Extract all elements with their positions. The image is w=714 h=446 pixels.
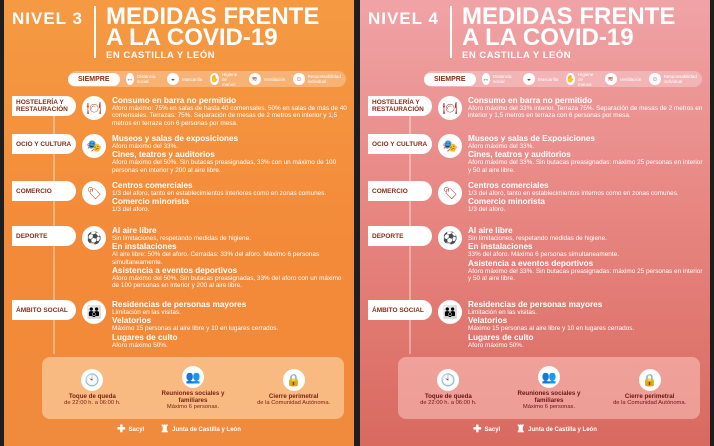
sacyl-logo-icon: ✚ bbox=[117, 424, 126, 435]
siempre-item bbox=[523, 73, 558, 85]
responsibility-icon: ☺ bbox=[649, 73, 660, 85]
title-line-2: A LA COVID-19 bbox=[106, 24, 278, 51]
theater-icon: 🎭 bbox=[438, 134, 462, 158]
section-body bbox=[468, 181, 704, 214]
footer-heading: Toque de queda bbox=[68, 393, 116, 401]
category-label: COMERCIO bbox=[12, 181, 76, 201]
section-5 bbox=[12, 300, 348, 349]
logo-row bbox=[360, 424, 710, 435]
section-2 bbox=[368, 134, 704, 174]
siempre-item bbox=[210, 72, 240, 87]
group-icon: 👥 bbox=[538, 366, 560, 388]
measure-heading: Residencias de personas mayores bbox=[468, 300, 603, 309]
section-body bbox=[112, 300, 348, 349]
siempre-item bbox=[126, 73, 160, 85]
poster-header bbox=[368, 3, 702, 68]
theater-icon: 🎭 bbox=[82, 134, 106, 158]
measure-text: Aforo máximo del 33% interior. Terraza 75%. Separación de mesas de 2 metros en interior y 1,5 metros en terraza con 6 personas por mesa. bbox=[468, 105, 703, 120]
siempre-item bbox=[482, 73, 516, 85]
header-divider bbox=[94, 6, 96, 58]
subtitle: EN CASTILLA Y LEÓN bbox=[462, 50, 572, 61]
footer-text: Máximo 6 personas. bbox=[166, 403, 220, 410]
footer-heading: Reuniones sociales y familiares bbox=[517, 389, 581, 404]
siempre-item bbox=[293, 73, 341, 85]
siempre-item bbox=[249, 73, 286, 85]
category-tag-wrap bbox=[12, 181, 84, 201]
siempre-item bbox=[605, 73, 642, 85]
measure-heading: Centros comerciales bbox=[468, 181, 549, 190]
measure-text: Limitación en las visitas. bbox=[468, 309, 537, 316]
ball-icon: ⚽ bbox=[82, 226, 106, 250]
clock-icon: 🕙 bbox=[437, 369, 459, 391]
section-4 bbox=[12, 226, 348, 289]
footer-item bbox=[506, 366, 592, 411]
lock-icon: 🔒 bbox=[639, 369, 661, 391]
nivel-label: NIVEL 4 bbox=[368, 9, 439, 28]
section-5 bbox=[368, 300, 704, 349]
mask-icon: ◒ bbox=[167, 73, 179, 85]
siempre-item-label: Distancia social bbox=[492, 74, 512, 84]
siempre-item-label: Ventilación bbox=[619, 76, 642, 82]
clock-icon: 🕙 bbox=[81, 369, 103, 391]
siempre-item-label: Responsabilidad individual bbox=[663, 74, 697, 84]
section-1 bbox=[368, 96, 704, 120]
price-tag-icon: 🏷 bbox=[82, 181, 106, 205]
measure-heading: Al aire libre bbox=[468, 226, 513, 235]
responsibility-icon: ☺ bbox=[293, 73, 304, 85]
category-label: DEPORTE bbox=[12, 226, 76, 246]
footer-text: Máximo 6 personas. bbox=[522, 403, 576, 410]
footer-item bbox=[251, 369, 337, 407]
category-tag-wrap bbox=[12, 96, 84, 116]
siempre-item bbox=[566, 72, 596, 87]
measure-text: 1/3 del aforo, tanto en establecimientos interiores como en zonas comunes. bbox=[112, 190, 327, 197]
section-body bbox=[468, 96, 704, 120]
ventilation-icon: ≋ bbox=[249, 73, 261, 85]
title-line-1: MEDIDAS FRENTE bbox=[462, 3, 676, 30]
junta-logo-icon: ♜ bbox=[160, 424, 170, 435]
measure-heading: En instalaciones bbox=[112, 242, 177, 252]
logo-2 bbox=[160, 424, 241, 435]
category-label: HOSTELERÍA Y RESTAURACIÓN bbox=[368, 96, 432, 116]
category-label: HOSTELERÍA Y RESTAURACIÓN bbox=[12, 96, 76, 116]
measure-text: Sin limitaciones, respetando medidas de higiene. bbox=[112, 235, 251, 242]
footer-heading: Cierre perimetral bbox=[268, 393, 319, 401]
footer-item bbox=[405, 369, 491, 407]
footer-item bbox=[607, 369, 693, 407]
restaurant-icon: 🍽 bbox=[438, 96, 462, 120]
measure-text: Aforo máximo del 33%. Sin butacas preasignadas: máximo 25 personas en interior y 50 al aire libre. bbox=[468, 159, 703, 174]
measure-heading: Lugares de culto bbox=[468, 332, 534, 342]
ball-icon: ⚽ bbox=[438, 226, 462, 250]
measure-text: Aforo máximo 50%. bbox=[468, 341, 524, 349]
measure-text: Aforo máximo 50%. bbox=[112, 341, 168, 349]
measure-text: 1/3 del aforo, tanto en establecimientos internos como en zonas comunes. bbox=[468, 190, 679, 197]
footer-item bbox=[150, 366, 236, 411]
footer-heading: Reuniones sociales y familiares bbox=[161, 389, 225, 404]
category-tag-wrap bbox=[368, 300, 440, 320]
measure-heading: Velatorios bbox=[468, 316, 508, 326]
category-label: COMERCIO bbox=[368, 181, 432, 201]
category-tag-wrap bbox=[368, 181, 440, 201]
family-icon: 👪 bbox=[82, 300, 106, 324]
measure-heading: Lugares de culto bbox=[112, 332, 178, 342]
logo-text: Sacyl bbox=[484, 426, 501, 433]
footer-text: de 22:00 h. a 06:00 h. bbox=[64, 400, 121, 407]
measure-heading: Asistencia a eventos deportivos bbox=[468, 258, 594, 268]
measure-text: 1/3 del aforo. bbox=[468, 206, 506, 214]
measure-text: Limitación en las visitas. bbox=[112, 309, 181, 316]
siempre-bar bbox=[68, 71, 346, 87]
measure-heading: Cines, teatros y auditorios bbox=[112, 150, 215, 160]
junta-logo-icon: ♜ bbox=[516, 424, 526, 435]
measure-text: Aforo máximo del 50%. Sin butacas preasignadas, 33% con un máximo de 100 personas en interior y 200 al aire libre. bbox=[112, 159, 337, 174]
siempre-label: SIEMPRE bbox=[68, 73, 120, 86]
measure-heading: Museos y salas de Exposiciones bbox=[468, 134, 595, 143]
measure-heading: Velatorios bbox=[112, 316, 152, 326]
section-3 bbox=[368, 181, 704, 214]
measure-text: Aforo máximo: 75% en salas de hasta 40 comensales. 50% en salas de más de 40 comensales. Terrazas: 75%. Separación de mesas de 2 metros en interior y 1,5 metros en terraza con 6 personas por mesa. bbox=[112, 105, 347, 127]
category-label: DEPORTE bbox=[368, 226, 432, 246]
section-body bbox=[112, 181, 348, 214]
section-body bbox=[112, 96, 348, 127]
category-tag-wrap bbox=[12, 134, 84, 154]
mask-icon: ◒ bbox=[523, 73, 535, 85]
measure-text: Aforo máximo del 33%. Sin butacas preasignadas: máximo 25 personas en interior y 50 al aire libre. bbox=[468, 267, 703, 282]
measure-heading: Cines, teatros y auditorios bbox=[468, 150, 571, 160]
siempre-item-label: Mascarilla bbox=[182, 76, 203, 82]
measure-text: Aforo máximo del 33%. bbox=[112, 143, 179, 150]
measure-heading: En instalaciones bbox=[468, 242, 533, 252]
poster-nivel-4 bbox=[360, 0, 710, 446]
siempre-item-label: Ventilación bbox=[263, 76, 286, 82]
header-divider bbox=[450, 6, 452, 58]
category-tag-wrap bbox=[368, 134, 440, 154]
siempre-item-label: Distancia social bbox=[136, 74, 156, 84]
nivel-label: NIVEL 3 bbox=[12, 9, 83, 28]
measure-text: Máximo 15 personas al aire libre y 10 en lugares cerrados. bbox=[112, 325, 279, 333]
section-body bbox=[112, 134, 348, 174]
section-body bbox=[112, 226, 348, 289]
hand-hygiene-icon: ✋ bbox=[566, 73, 575, 85]
title-block bbox=[462, 3, 676, 61]
measure-text: 33% del aforo. Máximo 6 personas simultaneamente. bbox=[468, 251, 619, 259]
footer-box bbox=[42, 357, 344, 419]
measure-heading: Al aire libre bbox=[112, 226, 157, 235]
siempre-item bbox=[167, 73, 202, 85]
siempre-item-label: Responsabilidad individual bbox=[307, 74, 341, 84]
group-icon: 👥 bbox=[182, 366, 204, 388]
measure-heading: Consumo en barra no permitido bbox=[468, 96, 593, 105]
title-line-2: A LA COVID-19 bbox=[462, 24, 634, 51]
footer-item bbox=[49, 369, 135, 407]
logo-text: Junta de Castilla y León bbox=[172, 426, 241, 433]
poster-header bbox=[12, 3, 346, 68]
category-tag-wrap bbox=[368, 96, 440, 116]
title-block bbox=[106, 3, 320, 61]
measure-heading: Residencias de personas mayores bbox=[112, 300, 247, 309]
measure-text: Sin limitaciones, respetando medidas de higiene. bbox=[468, 235, 607, 242]
footer-text: de 22:00 h. a 06:00 h. bbox=[420, 400, 477, 407]
siempre-item-label: Mascarilla bbox=[538, 76, 559, 82]
measure-heading: Consumo en barra no permitido bbox=[112, 96, 237, 105]
lock-icon: 🔒 bbox=[283, 369, 305, 391]
measure-heading: Museos y salas de exposiciones bbox=[112, 134, 239, 143]
logo-1 bbox=[117, 424, 144, 435]
footer-heading: Cierre perimetral bbox=[624, 393, 675, 401]
subtitle: EN CASTILLA Y LEÓN bbox=[106, 50, 216, 61]
category-label: OCIO Y CULTURA bbox=[368, 134, 432, 154]
measure-heading: Comercio minorista bbox=[468, 197, 545, 207]
section-4 bbox=[368, 226, 704, 282]
measure-text: 1/3 del aforo. bbox=[112, 206, 150, 214]
sacyl-logo-icon: ✚ bbox=[473, 424, 482, 435]
category-label: ÁMBITO SOCIAL bbox=[12, 300, 76, 320]
section-body bbox=[468, 134, 704, 174]
logo-text: Junta de Castilla y León bbox=[528, 426, 597, 433]
logo-1 bbox=[473, 424, 500, 435]
section-1 bbox=[12, 96, 348, 127]
price-tag-icon: 🏷 bbox=[438, 181, 462, 205]
section-3 bbox=[12, 181, 348, 214]
siempre-item bbox=[649, 73, 697, 85]
measure-text: Aforo máximo del 33%. bbox=[468, 143, 535, 150]
poster-nivel-3 bbox=[4, 0, 354, 446]
measure-text: Al aire libre: 50% del aforo. Cerradas: 33% del aforo. Máximo 6 personas simultaneamente. bbox=[112, 251, 320, 266]
siempre-bar bbox=[424, 71, 702, 87]
measure-heading: Comercio minorista bbox=[112, 197, 189, 207]
footer-text: de la Comunidad Autónoma. bbox=[613, 400, 687, 407]
category-tag-wrap bbox=[368, 226, 440, 246]
section-body bbox=[468, 226, 704, 282]
footer-box bbox=[398, 357, 700, 419]
measure-heading: Asistencia a eventos deportivos bbox=[112, 265, 238, 275]
measure-text: Máximo 15 personas al aire libre y 10 en lugares cerrados. bbox=[468, 325, 635, 333]
social-distance-icon: ↔ bbox=[482, 73, 490, 85]
logo-text: Sacyl bbox=[128, 426, 145, 433]
logo-row bbox=[4, 424, 354, 435]
title-line-1: MEDIDAS FRENTE bbox=[106, 3, 320, 30]
measure-text: Aforo máximo del 50%. Sin butacas preasignadas, 33% del aforo con un máximo de 100 personas en interior y 200 al aire libre. bbox=[112, 274, 342, 290]
section-body bbox=[468, 300, 704, 349]
social-distance-icon: ↔ bbox=[126, 73, 134, 85]
siempre-item-label: Higiene de manos bbox=[578, 71, 594, 87]
siempre-item-label: Higiene de manos bbox=[222, 71, 238, 87]
measure-heading: Centros comerciales bbox=[112, 181, 193, 190]
family-icon: 👪 bbox=[438, 300, 462, 324]
section-2 bbox=[12, 134, 348, 174]
category-label: OCIO Y CULTURA bbox=[12, 134, 76, 154]
category-tag-wrap bbox=[12, 226, 84, 246]
category-label: ÁMBITO SOCIAL bbox=[368, 300, 432, 320]
restaurant-icon: 🍽 bbox=[82, 96, 106, 120]
category-tag-wrap bbox=[12, 300, 84, 320]
hand-hygiene-icon: ✋ bbox=[210, 73, 219, 85]
logo-2 bbox=[516, 424, 597, 435]
ventilation-icon: ≋ bbox=[605, 73, 617, 85]
siempre-label: SIEMPRE bbox=[424, 73, 476, 86]
footer-text: de la Comunidad Autónoma. bbox=[257, 400, 331, 407]
footer-heading: Toque de queda bbox=[424, 393, 472, 401]
